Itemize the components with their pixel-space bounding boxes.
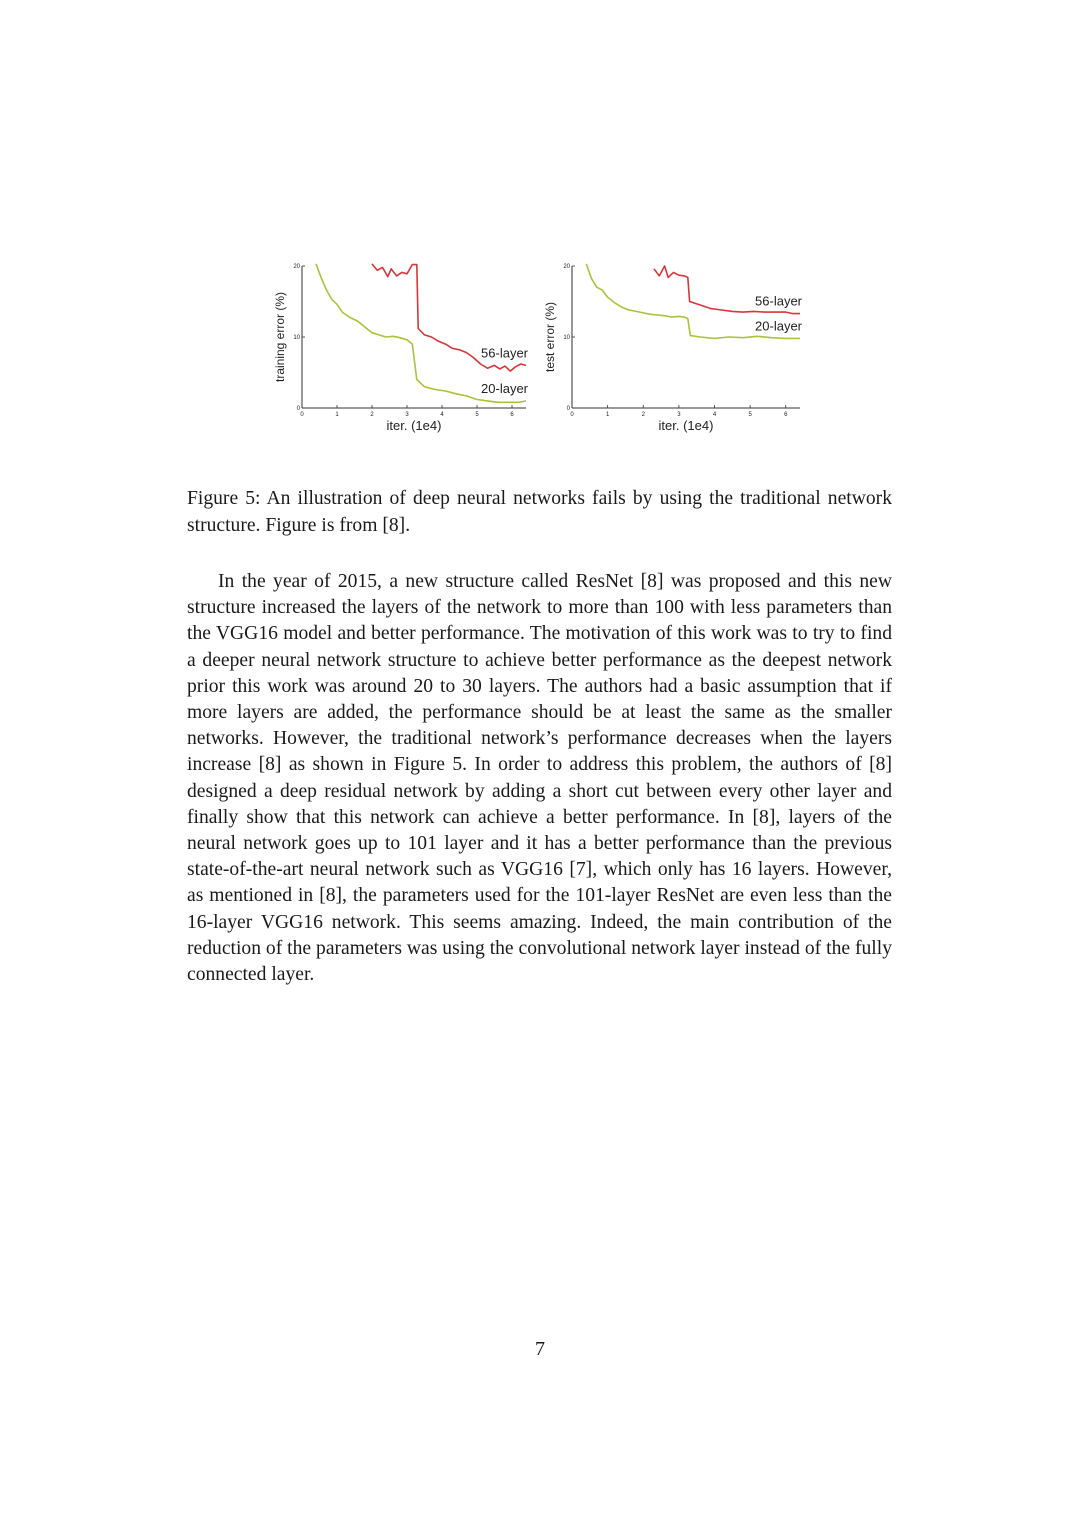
test-y-tick-label: 10 (563, 335, 570, 341)
test-x-tick-label: 4 (712, 412, 717, 418)
training-error-chart-svg (270, 258, 532, 440)
test-x-tick-label: 3 (677, 412, 681, 418)
train-x-axis-title: iter. (1e4) (386, 418, 442, 433)
test-error-chart-svg (542, 258, 810, 440)
page-number: 7 (535, 1338, 545, 1360)
train-x-tick-label: 2 (370, 412, 374, 418)
test-y-axis-title: test error (%) (543, 301, 557, 373)
train-y-tick-label: 0 (296, 406, 300, 412)
figure-caption: Figure 5: An illustration of deep neural networks fails by using the traditional network structure. Figure is from [8]. (187, 488, 892, 536)
train-series-label-56-layer: 56-layer (481, 345, 528, 361)
train-y-tick-label: 20 (293, 264, 300, 270)
test-y-tick-label: 0 (566, 406, 570, 412)
train-x-tick-label: 4 (440, 412, 444, 418)
test-x-tick-label: 5 (748, 412, 752, 418)
test-x-tick-label: 6 (784, 412, 788, 418)
body-paragraph: In the year of 2015, a new structure called ResNet [8] was proposed and this new structure increased the layers of the network to more than 100 with less parameters than the VGG16 model and better performance. The motivation of this work was to try to find a deeper neural network structure to achieve better performance as the deepest network prior this work was around 20 to 30 layers. The authors had a basic assumption that if more layers are added, the performance should be at least the same as the smaller networks. However, the traditional network’s performance decreases when the layers increase [8] as shown in Figure 5. In order to address this problem, the authors of [8] designed a deep residual network by adding a short cut between every other layer and finally show that this network can achieve a better performance. In [8], layers of the neural network goes up to 101 layer and it has a better performance than the previous state-of-the-art neural network such as VGG16 [7], which only has 16 layers. However, as mentioned in [8], the parameters used for the 101-layer ResNet are even less than the 16-layer VGG16 network. This seems amazing. Indeed, the main contribution of the reduction of the parameters was using the convolutional network layer instead of the fully connected layer. (187, 571, 892, 986)
test-error-chart (542, 258, 810, 440)
train-x-tick-label: 0 (300, 412, 304, 418)
test-series-label-20-layer: 20-layer (755, 318, 802, 334)
test-x-axis-title: iter. (1e4) (658, 418, 714, 433)
train-y-axis-title: training error (%) (273, 291, 287, 383)
train-y-tick-label: 10 (293, 335, 300, 341)
test-y-tick-label: 20 (563, 264, 570, 270)
test-x-tick-label: 0 (570, 412, 574, 418)
test-series-label-56-layer: 56-layer (755, 293, 802, 309)
train-x-tick-label: 1 (335, 412, 339, 418)
test-x-tick-label: 1 (605, 412, 610, 418)
train-x-tick-label: 3 (405, 412, 409, 418)
test-x-tick-label: 2 (641, 412, 645, 418)
figure-5 (270, 258, 810, 440)
train-x-tick-label: 6 (510, 412, 514, 418)
train-series-label-20-layer: 20-layer (481, 380, 528, 396)
train-x-tick-label: 5 (475, 412, 479, 418)
training-error-chart (270, 258, 532, 440)
